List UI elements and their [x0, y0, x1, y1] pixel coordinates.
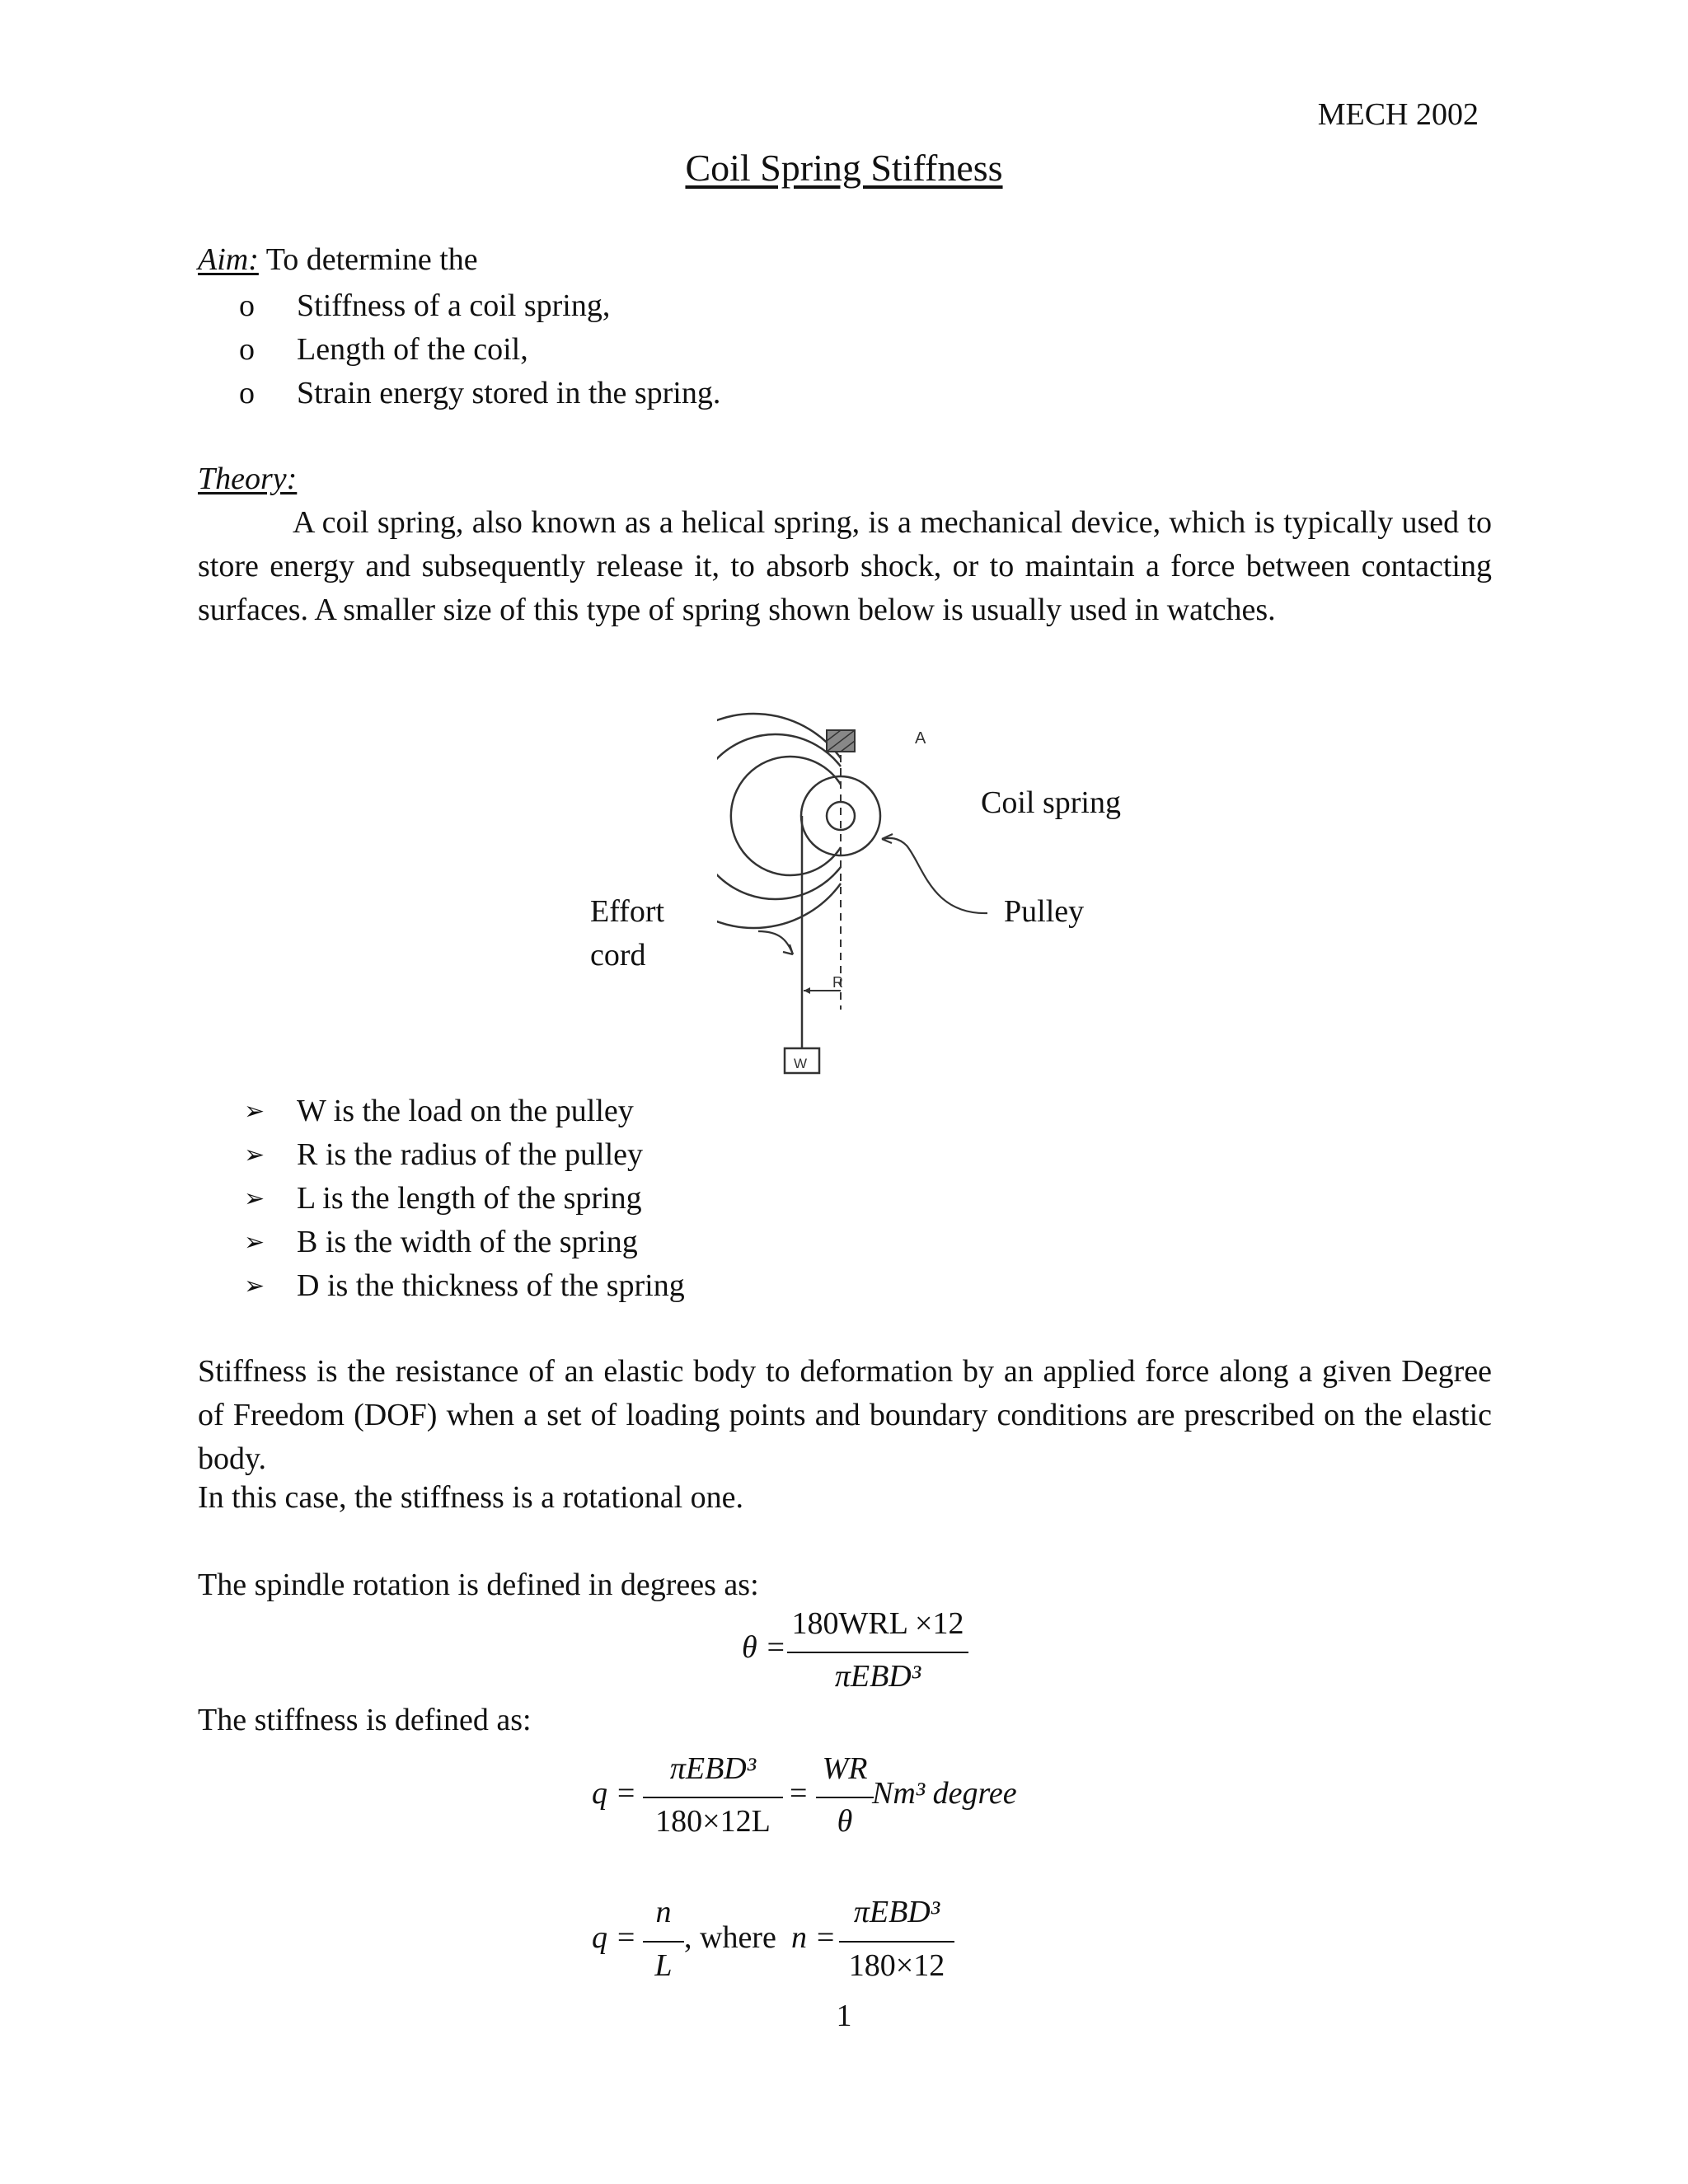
course-code: MECH 2002	[1317, 97, 1479, 132]
q1-fraction-bar-2	[816, 1797, 874, 1798]
theory-paragraph: A coil spring, also known as a helical spring, is a mechanical device, which is typically used to store energy and subsequently release it, to absorb shock, or to maintain a force between contacting surfaces. A smaller size of this type of spring shown below is usually used in watches.	[198, 505, 1492, 627]
arrow-bullet-icon: ➢	[244, 1185, 265, 1212]
label-r: R	[832, 974, 843, 991]
page-title: Coil Spring Stiffness	[685, 147, 1003, 189]
aim-item: o Length of the coil,	[239, 328, 720, 372]
stiffness-intro: The stiffness is defined as:	[198, 1703, 532, 1737]
q1-fraction-bar-1	[643, 1797, 783, 1798]
arrow-bullet-icon: ➢	[244, 1098, 265, 1125]
q1-numerator-2: WR	[822, 1751, 868, 1786]
page-number: 1	[836, 1999, 852, 2033]
aim-item: o Stiffness of a coil spring,	[239, 284, 720, 328]
n-denominator: 180×12	[848, 1948, 945, 1983]
n-fraction-bar	[839, 1941, 954, 1943]
aim-item: o Strain energy stored in the spring.	[239, 372, 720, 415]
q1-units: Nm³ degree	[872, 1776, 1017, 1811]
theory-label: Theory:	[198, 462, 298, 496]
rotational-note: In this case, the stiffness is a rotational one.	[198, 1480, 744, 1515]
aim-intro: To determine the	[265, 242, 478, 277]
coil-spring-diagram	[717, 692, 1014, 1088]
q2-where: , where	[684, 1920, 776, 1955]
label-coil-spring: Coil spring	[981, 785, 1121, 820]
q1-denominator-1: 180×12L	[655, 1804, 771, 1839]
label-w: W	[794, 1056, 808, 1071]
arrow-bullet-icon: ➢	[244, 1272, 265, 1300]
n-lhs: n =	[791, 1920, 837, 1955]
arrow-bullet-icon: ➢	[244, 1229, 265, 1256]
q2-lhs: q =	[592, 1920, 637, 1955]
q1-denominator-2: θ	[837, 1804, 853, 1839]
q1-equals: =	[790, 1776, 808, 1811]
aim-line	[198, 242, 478, 279]
arrow-bullet-icon: ➢	[244, 1141, 265, 1169]
q2-denominator-1: L	[654, 1948, 673, 1983]
q1-numerator-1: πEBD³	[669, 1751, 757, 1786]
symbol-item: ➢ R is the radius of the pulley	[244, 1133, 685, 1177]
q1-lhs: q =	[592, 1776, 637, 1811]
symbol-list	[244, 1090, 685, 1308]
theta-denominator: πEBD³	[834, 1659, 921, 1694]
q2-fraction-bar-1	[643, 1941, 684, 1943]
label-cord: cord	[590, 938, 646, 972]
label-pulley: Pulley	[1004, 894, 1085, 929]
aim-list	[239, 284, 720, 415]
theta-numerator: 180WRL ×12	[791, 1606, 964, 1641]
theta-fraction-bar	[787, 1652, 968, 1653]
stiffness-definition: Stiffness is the resistance of an elastic body to deformation by an applied force along a given Degree of Freedom (DOF) when a set of loading points and boundary conditions are prescribed on the elastic body.	[198, 1354, 1492, 1476]
n-numerator: πEBD³	[853, 1895, 940, 1929]
symbol-item: ➢ L is the length of the spring	[244, 1177, 685, 1221]
label-effort: Effort	[590, 894, 665, 929]
symbol-item: ➢ B is the width of the spring	[244, 1221, 685, 1264]
symbol-item: ➢ D is the thickness of the spring	[244, 1264, 685, 1308]
bullet-circle-icon: o	[239, 332, 255, 367]
symbol-item: ➢ W is the load on the pulley	[244, 1090, 685, 1133]
bullet-circle-icon: o	[239, 288, 255, 323]
q2-numerator-1: n	[655, 1895, 672, 1929]
theta-lhs: θ =	[742, 1630, 786, 1665]
rotation-intro: The spindle rotation is defined in degrees as:	[198, 1568, 759, 1602]
bullet-circle-icon: o	[239, 376, 255, 410]
label-a: A	[915, 729, 926, 748]
aim-label: Aim:	[198, 242, 259, 277]
